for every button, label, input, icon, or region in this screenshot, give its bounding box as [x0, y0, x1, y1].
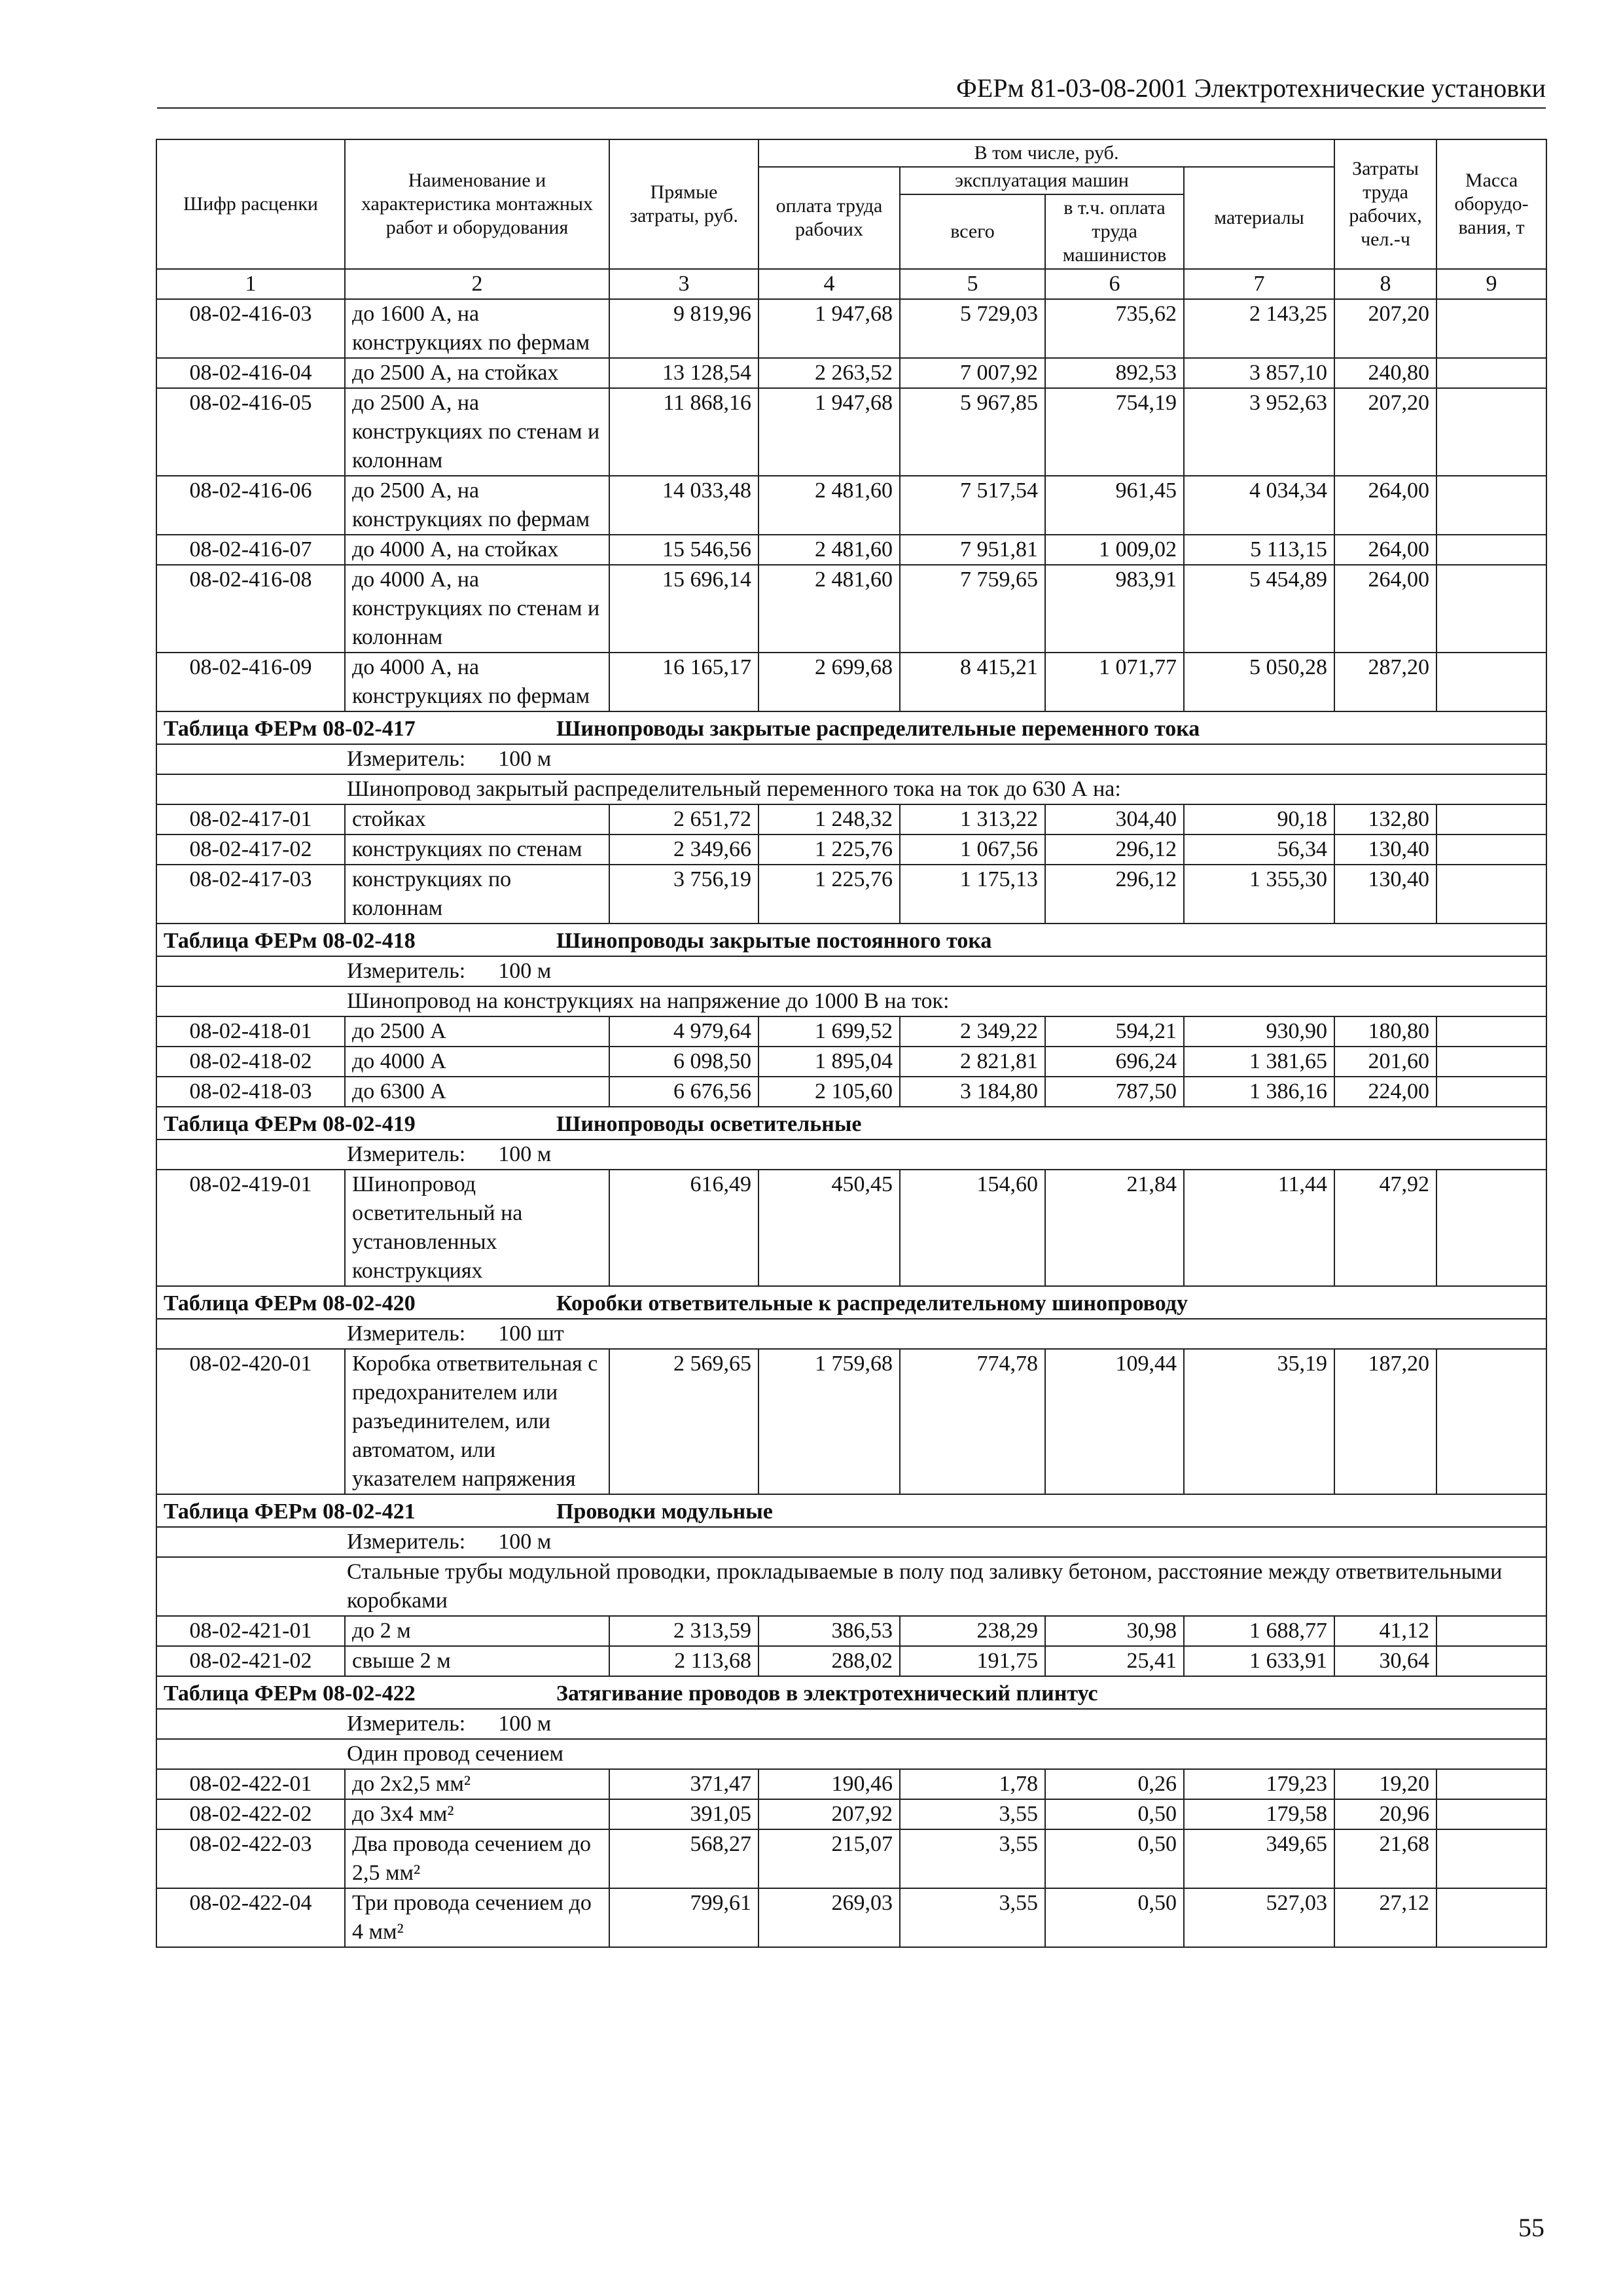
machines-total: 1 175,13: [900, 865, 1045, 924]
header-machines: эксплуатация машин: [900, 167, 1184, 194]
unit-row: [156, 1139, 1546, 1170]
direct-costs: 391,05: [609, 1799, 758, 1829]
machinists-pay: 109,44: [1045, 1349, 1184, 1494]
rate-code: 08-02-419-01: [156, 1170, 345, 1286]
equipment-mass: [1436, 535, 1546, 565]
machinists-pay: 1 009,02: [1045, 535, 1184, 565]
machines-total: 238,29: [900, 1616, 1045, 1646]
equipment-mass: [1436, 834, 1546, 865]
direct-costs: 9 819,96: [609, 299, 758, 358]
column-number: 1: [156, 269, 345, 299]
unit-cell: [156, 1319, 1546, 1349]
labor-hours: 20,96: [1334, 1799, 1436, 1829]
rate-code: 08-02-416-09: [156, 653, 345, 711]
machines-total: 2 349,22: [900, 1016, 1045, 1047]
materials-cost: 930,90: [1184, 1016, 1334, 1047]
machines-total: 8 415,21: [900, 653, 1045, 711]
direct-costs: 13 128,54: [609, 358, 758, 388]
materials-cost: 1 633,91: [1184, 1646, 1334, 1676]
equipment-mass: [1436, 1077, 1546, 1107]
section-note: Шинопровод закрытый распределительный переменного тока на ток до 630 А на:: [156, 774, 1546, 804]
table-row: [156, 1616, 1546, 1646]
table-row: [156, 1047, 1546, 1077]
direct-costs: 616,49: [609, 1170, 758, 1286]
unit-cell: [156, 1527, 1546, 1557]
work-name: до 2500 А, на стойках: [345, 358, 609, 388]
header-machinists-pay: в т.ч. оплата труда машинистов: [1045, 194, 1184, 269]
equipment-mass: [1436, 358, 1546, 388]
labor-pay: 190,46: [758, 1769, 900, 1799]
machinists-pay: 0,50: [1045, 1888, 1184, 1947]
machinists-pay: 1 071,77: [1045, 653, 1184, 711]
unit-row: [156, 956, 1546, 986]
labor-hours: 201,60: [1334, 1047, 1436, 1077]
unit-row: [156, 1709, 1546, 1739]
direct-costs: 371,47: [609, 1769, 758, 1799]
machines-total: 3,55: [900, 1888, 1045, 1947]
machines-total: 3,55: [900, 1829, 1045, 1888]
column-number: 3: [609, 269, 758, 299]
labor-pay: 2 699,68: [758, 653, 900, 711]
unit-label: Измеритель:: [347, 1530, 466, 1554]
materials-cost: 4 034,34: [1184, 476, 1334, 535]
table-row: [156, 1646, 1546, 1676]
table-row: [156, 653, 1546, 711]
labor-pay: 1 248,32: [758, 804, 900, 834]
rate-code: 08-02-422-02: [156, 1799, 345, 1829]
table-row: [156, 388, 1546, 476]
machines-total: 7 951,81: [900, 535, 1045, 565]
machinists-pay: 0,50: [1045, 1829, 1184, 1888]
machines-total: 3 184,80: [900, 1077, 1045, 1107]
materials-cost: 3 952,63: [1184, 388, 1334, 476]
labor-pay: 1 947,68: [758, 299, 900, 358]
machines-total: 154,60: [900, 1170, 1045, 1286]
table-row: [156, 834, 1546, 865]
section-title-cell: [156, 711, 1546, 744]
work-name: Три провода сечением до 4 мм²: [345, 1888, 609, 1947]
header-labor-pay: оплата труда рабочих: [758, 167, 900, 269]
machinists-pay: 983,91: [1045, 565, 1184, 653]
section-label: Таблица ФЕРм 08-02-418: [164, 929, 416, 953]
table-row: [156, 476, 1546, 535]
section-title: Коробки ответвительные к распределительному шинопроводу: [556, 1291, 1188, 1316]
direct-costs: 15 546,56: [609, 535, 758, 565]
labor-hours: 19,20: [1334, 1769, 1436, 1799]
note-row: [156, 774, 1546, 804]
table-row: [156, 535, 1546, 565]
work-name: Два провода сечением до 2,5 мм²: [345, 1829, 609, 1888]
section-title-row: [156, 1676, 1546, 1709]
unit-row: [156, 744, 1546, 774]
labor-hours: 264,00: [1334, 476, 1436, 535]
equipment-mass: [1436, 476, 1546, 535]
machinists-pay: 0,50: [1045, 1799, 1184, 1829]
materials-cost: 5 113,15: [1184, 535, 1334, 565]
labor-pay: 288,02: [758, 1646, 900, 1676]
equipment-mass: [1436, 865, 1546, 924]
section-title-cell: [156, 924, 1546, 956]
work-name: стойках: [345, 804, 609, 834]
machines-total: 7 759,65: [900, 565, 1045, 653]
section-note: Один провод сечением: [156, 1739, 1546, 1769]
section-label: Таблица ФЕРм 08-02-417: [164, 717, 416, 741]
materials-cost: 1 386,16: [1184, 1077, 1334, 1107]
table-row: [156, 565, 1546, 653]
machines-total: 5 967,85: [900, 388, 1045, 476]
rate-code: 08-02-416-06: [156, 476, 345, 535]
labor-hours: 41,12: [1334, 1616, 1436, 1646]
direct-costs: 799,61: [609, 1888, 758, 1947]
machines-total: 7 517,54: [900, 476, 1045, 535]
direct-costs: 6 098,50: [609, 1047, 758, 1077]
labor-pay: 215,07: [758, 1829, 900, 1888]
rate-code: 08-02-417-01: [156, 804, 345, 834]
section-title-row: [156, 711, 1546, 744]
table-row: [156, 1016, 1546, 1047]
machines-total: 1 067,56: [900, 834, 1045, 865]
equipment-mass: [1436, 1016, 1546, 1047]
work-name: до 2х2,5 мм²: [345, 1769, 609, 1799]
labor-hours: 264,00: [1334, 535, 1436, 565]
machines-total: 2 821,81: [900, 1047, 1045, 1077]
work-name: до 2500 А, на конструкциях по фермам: [345, 476, 609, 535]
labor-pay: 2 481,60: [758, 535, 900, 565]
labor-pay: 1 699,52: [758, 1016, 900, 1047]
unit-label: Измеритель:: [347, 959, 466, 983]
materials-cost: 5 050,28: [1184, 653, 1334, 711]
section-title: Шинопроводы закрытые постоянного тока: [556, 929, 992, 953]
table-row: [156, 1170, 1546, 1286]
labor-pay: 450,45: [758, 1170, 900, 1286]
table-row: [156, 865, 1546, 924]
machines-total: 774,78: [900, 1349, 1045, 1494]
unit-value: 100 м: [498, 1712, 552, 1736]
table-row: [156, 1829, 1546, 1888]
direct-costs: 3 756,19: [609, 865, 758, 924]
machinists-pay: 296,12: [1045, 834, 1184, 865]
column-number: 8: [1334, 269, 1436, 299]
machines-total: 7 007,92: [900, 358, 1045, 388]
unit-row: [156, 1319, 1546, 1349]
labor-pay: 2 105,60: [758, 1077, 900, 1107]
labor-pay: 1 895,04: [758, 1047, 900, 1077]
unit-row: [156, 1527, 1546, 1557]
work-name: конструкциях по колоннам: [345, 865, 609, 924]
labor-hours: 224,00: [1334, 1077, 1436, 1107]
unit-value: 100 м: [498, 959, 552, 983]
materials-cost: 179,23: [1184, 1769, 1334, 1799]
labor-pay: 207,92: [758, 1799, 900, 1829]
materials-cost: 90,18: [1184, 804, 1334, 834]
header-name: Наименование и характеристика монтажных работ и оборудования: [345, 139, 609, 269]
work-name: до 4000 А, на конструкциях по стенам и колоннам: [345, 565, 609, 653]
machinists-pay: 735,62: [1045, 299, 1184, 358]
machinists-pay: 304,40: [1045, 804, 1184, 834]
column-numbers-row: [156, 269, 1546, 299]
equipment-mass: [1436, 1799, 1546, 1829]
rate-code: 08-02-418-01: [156, 1016, 345, 1047]
header-code: Шифр расценки: [156, 139, 345, 269]
page-number: 55: [1518, 2213, 1544, 2242]
machinists-pay: 754,19: [1045, 388, 1184, 476]
equipment-mass: [1436, 1888, 1546, 1947]
table-row: [156, 299, 1546, 358]
section-title-cell: [156, 1676, 1546, 1709]
work-name: до 2 м: [345, 1616, 609, 1646]
section-title-cell: [156, 1494, 1546, 1527]
section-title: Затягивание проводов в электротехнический плинтус: [556, 1681, 1098, 1706]
rate-code: 08-02-417-02: [156, 834, 345, 865]
rate-code: 08-02-422-01: [156, 1769, 345, 1799]
work-name: до 4000 А, на стойках: [345, 535, 609, 565]
labor-pay: 2 481,60: [758, 476, 900, 535]
labor-hours: 264,00: [1334, 565, 1436, 653]
unit-value: 100 м: [498, 1530, 552, 1554]
rate-code: 08-02-421-01: [156, 1616, 345, 1646]
materials-cost: 1 381,65: [1184, 1047, 1334, 1077]
labor-pay: 1 759,68: [758, 1349, 900, 1494]
column-number: 7: [1184, 269, 1334, 299]
machinists-pay: 696,24: [1045, 1047, 1184, 1077]
rate-code: 08-02-422-04: [156, 1888, 345, 1947]
materials-cost: 56,34: [1184, 834, 1334, 865]
note-row: [156, 1557, 1546, 1616]
materials-cost: 349,65: [1184, 1829, 1334, 1888]
section-title-row: [156, 1286, 1546, 1319]
table-header: [156, 139, 1546, 269]
materials-cost: 5 454,89: [1184, 565, 1334, 653]
labor-hours: 27,12: [1334, 1888, 1436, 1947]
section-label: Таблица ФЕРм 08-02-419: [164, 1112, 416, 1136]
table-row: [156, 804, 1546, 834]
direct-costs: 6 676,56: [609, 1077, 758, 1107]
machinists-pay: 25,41: [1045, 1646, 1184, 1676]
direct-costs: 2 113,68: [609, 1646, 758, 1676]
running-header: ФЕРм 81-03-08-2001 Электротехнические установки: [157, 72, 1546, 109]
column-number: 6: [1045, 269, 1184, 299]
section-title-cell: [156, 1286, 1546, 1319]
header-machines-total: всего: [900, 194, 1045, 269]
work-name: до 4000 А: [345, 1047, 609, 1077]
section-label: Таблица ФЕРм 08-02-421: [164, 1499, 416, 1524]
machinists-pay: 594,21: [1045, 1016, 1184, 1047]
direct-costs: 568,27: [609, 1829, 758, 1888]
labor-hours: 47,92: [1334, 1170, 1436, 1286]
equipment-mass: [1436, 388, 1546, 476]
section-label: Таблица ФЕРм 08-02-422: [164, 1681, 416, 1706]
labor-hours: 132,80: [1334, 804, 1436, 834]
work-name: до 6300 А: [345, 1077, 609, 1107]
header-labor-costs: Затраты труда рабочих, чел.-ч: [1334, 139, 1436, 269]
unit-label: Измеритель:: [347, 1142, 466, 1166]
unit-label: Измеритель:: [347, 1321, 466, 1346]
section-note: Шинопровод на конструкциях на напряжение до 1000 В на ток:: [156, 986, 1546, 1016]
direct-costs: 2 349,66: [609, 834, 758, 865]
machinists-pay: 961,45: [1045, 476, 1184, 535]
unit-cell: [156, 1709, 1546, 1739]
table-row: [156, 1888, 1546, 1947]
unit-cell: [156, 1139, 1546, 1170]
machinists-pay: 0,26: [1045, 1769, 1184, 1799]
labor-hours: 130,40: [1334, 834, 1436, 865]
machinists-pay: 787,50: [1045, 1077, 1184, 1107]
table-row: [156, 1077, 1546, 1107]
labor-pay: 2 263,52: [758, 358, 900, 388]
labor-hours: 207,20: [1334, 388, 1436, 476]
machines-total: 1 313,22: [900, 804, 1045, 834]
rate-code: 08-02-416-03: [156, 299, 345, 358]
direct-costs: 4 979,64: [609, 1016, 758, 1047]
work-name: конструкциях по стенам: [345, 834, 609, 865]
equipment-mass: [1436, 565, 1546, 653]
work-name: свыше 2 м: [345, 1646, 609, 1676]
labor-hours: 240,80: [1334, 358, 1436, 388]
direct-costs: 2 651,72: [609, 804, 758, 834]
materials-cost: 2 143,25: [1184, 299, 1334, 358]
equipment-mass: [1436, 1646, 1546, 1676]
section-title: Проводки модульные: [556, 1499, 773, 1524]
note-row: [156, 1739, 1546, 1769]
direct-costs: 15 696,14: [609, 565, 758, 653]
direct-costs: 2 313,59: [609, 1616, 758, 1646]
machines-total: 3,55: [900, 1799, 1045, 1829]
equipment-mass: [1436, 299, 1546, 358]
direct-costs: 14 033,48: [609, 476, 758, 535]
table-body: [156, 269, 1546, 1947]
section-title-row: [156, 1107, 1546, 1139]
section-title-row: [156, 1494, 1546, 1527]
work-name: до 4000 А, на конструкциях по фермам: [345, 653, 609, 711]
section-title-row: [156, 924, 1546, 956]
table-row: [156, 1799, 1546, 1829]
labor-pay: 1 947,68: [758, 388, 900, 476]
materials-cost: 11,44: [1184, 1170, 1334, 1286]
equipment-mass: [1436, 1349, 1546, 1494]
labor-hours: 207,20: [1334, 299, 1436, 358]
labor-pay: 1 225,76: [758, 865, 900, 924]
rate-code: 08-02-416-07: [156, 535, 345, 565]
labor-hours: 180,80: [1334, 1016, 1436, 1047]
unit-value: 100 шт: [498, 1321, 564, 1346]
column-number: 5: [900, 269, 1045, 299]
work-name: Коробка ответвительная с предохранителем или разъединителем, или автоматом, или указателем напряжения: [345, 1349, 609, 1494]
machinists-pay: 30,98: [1045, 1616, 1184, 1646]
header-including: В том числе, руб.: [758, 139, 1334, 167]
equipment-mass: [1436, 804, 1546, 834]
unit-cell: [156, 956, 1546, 986]
rates-table: [156, 139, 1547, 1948]
machinists-pay: 296,12: [1045, 865, 1184, 924]
direct-costs: 16 165,17: [609, 653, 758, 711]
equipment-mass: [1436, 1769, 1546, 1799]
direct-costs: 2 569,65: [609, 1349, 758, 1494]
work-name: до 3х4 мм²: [345, 1799, 609, 1829]
labor-hours: 21,68: [1334, 1829, 1436, 1888]
work-name: до 2500 А: [345, 1016, 609, 1047]
direct-costs: 11 868,16: [609, 388, 758, 476]
table-row: [156, 358, 1546, 388]
section-note: Стальные трубы модульной проводки, прокладываемые в полу под заливку бетоном, расстояние между ответвительными коробками: [156, 1557, 1546, 1616]
rate-code: 08-02-418-03: [156, 1077, 345, 1107]
equipment-mass: [1436, 653, 1546, 711]
rate-code: 08-02-416-04: [156, 358, 345, 388]
materials-cost: 35,19: [1184, 1349, 1334, 1494]
section-title: Шинопроводы закрытые распределительные переменного тока: [556, 717, 1200, 741]
labor-pay: 269,03: [758, 1888, 900, 1947]
work-name: Шинопровод осветительный на установленных конструкциях: [345, 1170, 609, 1286]
header-materials: материалы: [1184, 167, 1334, 269]
rate-code: 08-02-420-01: [156, 1349, 345, 1494]
rate-code: 08-02-421-02: [156, 1646, 345, 1676]
labor-pay: 386,53: [758, 1616, 900, 1646]
equipment-mass: [1436, 1829, 1546, 1888]
rate-code: 08-02-422-03: [156, 1829, 345, 1888]
machinists-pay: 21,84: [1045, 1170, 1184, 1286]
section-title-cell: [156, 1107, 1546, 1139]
section-label: Таблица ФЕРм 08-02-420: [164, 1291, 416, 1316]
unit-label: Измеритель:: [347, 747, 466, 771]
column-number: 2: [345, 269, 609, 299]
materials-cost: 3 857,10: [1184, 358, 1334, 388]
rate-code: 08-02-416-05: [156, 388, 345, 476]
labor-pay: 2 481,60: [758, 565, 900, 653]
equipment-mass: [1436, 1047, 1546, 1077]
labor-hours: 130,40: [1334, 865, 1436, 924]
unit-value: 100 м: [498, 1142, 552, 1166]
equipment-mass: [1436, 1170, 1546, 1286]
table-row: [156, 1349, 1546, 1494]
machines-total: 5 729,03: [900, 299, 1045, 358]
labor-hours: 187,20: [1334, 1349, 1436, 1494]
unit-cell: [156, 744, 1546, 774]
machines-total: 191,75: [900, 1646, 1045, 1676]
work-name: до 2500 А, на конструкциях по стенам и колоннам: [345, 388, 609, 476]
labor-hours: 30,64: [1334, 1646, 1436, 1676]
rate-code: 08-02-416-08: [156, 565, 345, 653]
equipment-mass: [1436, 1616, 1546, 1646]
rate-code: 08-02-417-03: [156, 865, 345, 924]
labor-hours: 287,20: [1334, 653, 1436, 711]
unit-value: 100 м: [498, 747, 552, 771]
column-number: 9: [1436, 269, 1546, 299]
materials-cost: 179,58: [1184, 1799, 1334, 1829]
column-number: 4: [758, 269, 900, 299]
header-direct-costs: Прямые затраты, руб.: [609, 139, 758, 269]
machines-total: 1,78: [900, 1769, 1045, 1799]
unit-label: Измеритель:: [347, 1712, 466, 1736]
labor-pay: 1 225,76: [758, 834, 900, 865]
table-row: [156, 1769, 1546, 1799]
rate-code: 08-02-418-02: [156, 1047, 345, 1077]
materials-cost: 527,03: [1184, 1888, 1334, 1947]
header-equipment-mass: Масса оборудо-вания, т: [1436, 139, 1546, 269]
work-name: до 1600 А, на конструкциях по фермам: [345, 299, 609, 358]
machinists-pay: 892,53: [1045, 358, 1184, 388]
section-title: Шинопроводы осветительные: [556, 1112, 862, 1136]
materials-cost: 1 355,30: [1184, 865, 1334, 924]
materials-cost: 1 688,77: [1184, 1616, 1334, 1646]
note-row: [156, 986, 1546, 1016]
